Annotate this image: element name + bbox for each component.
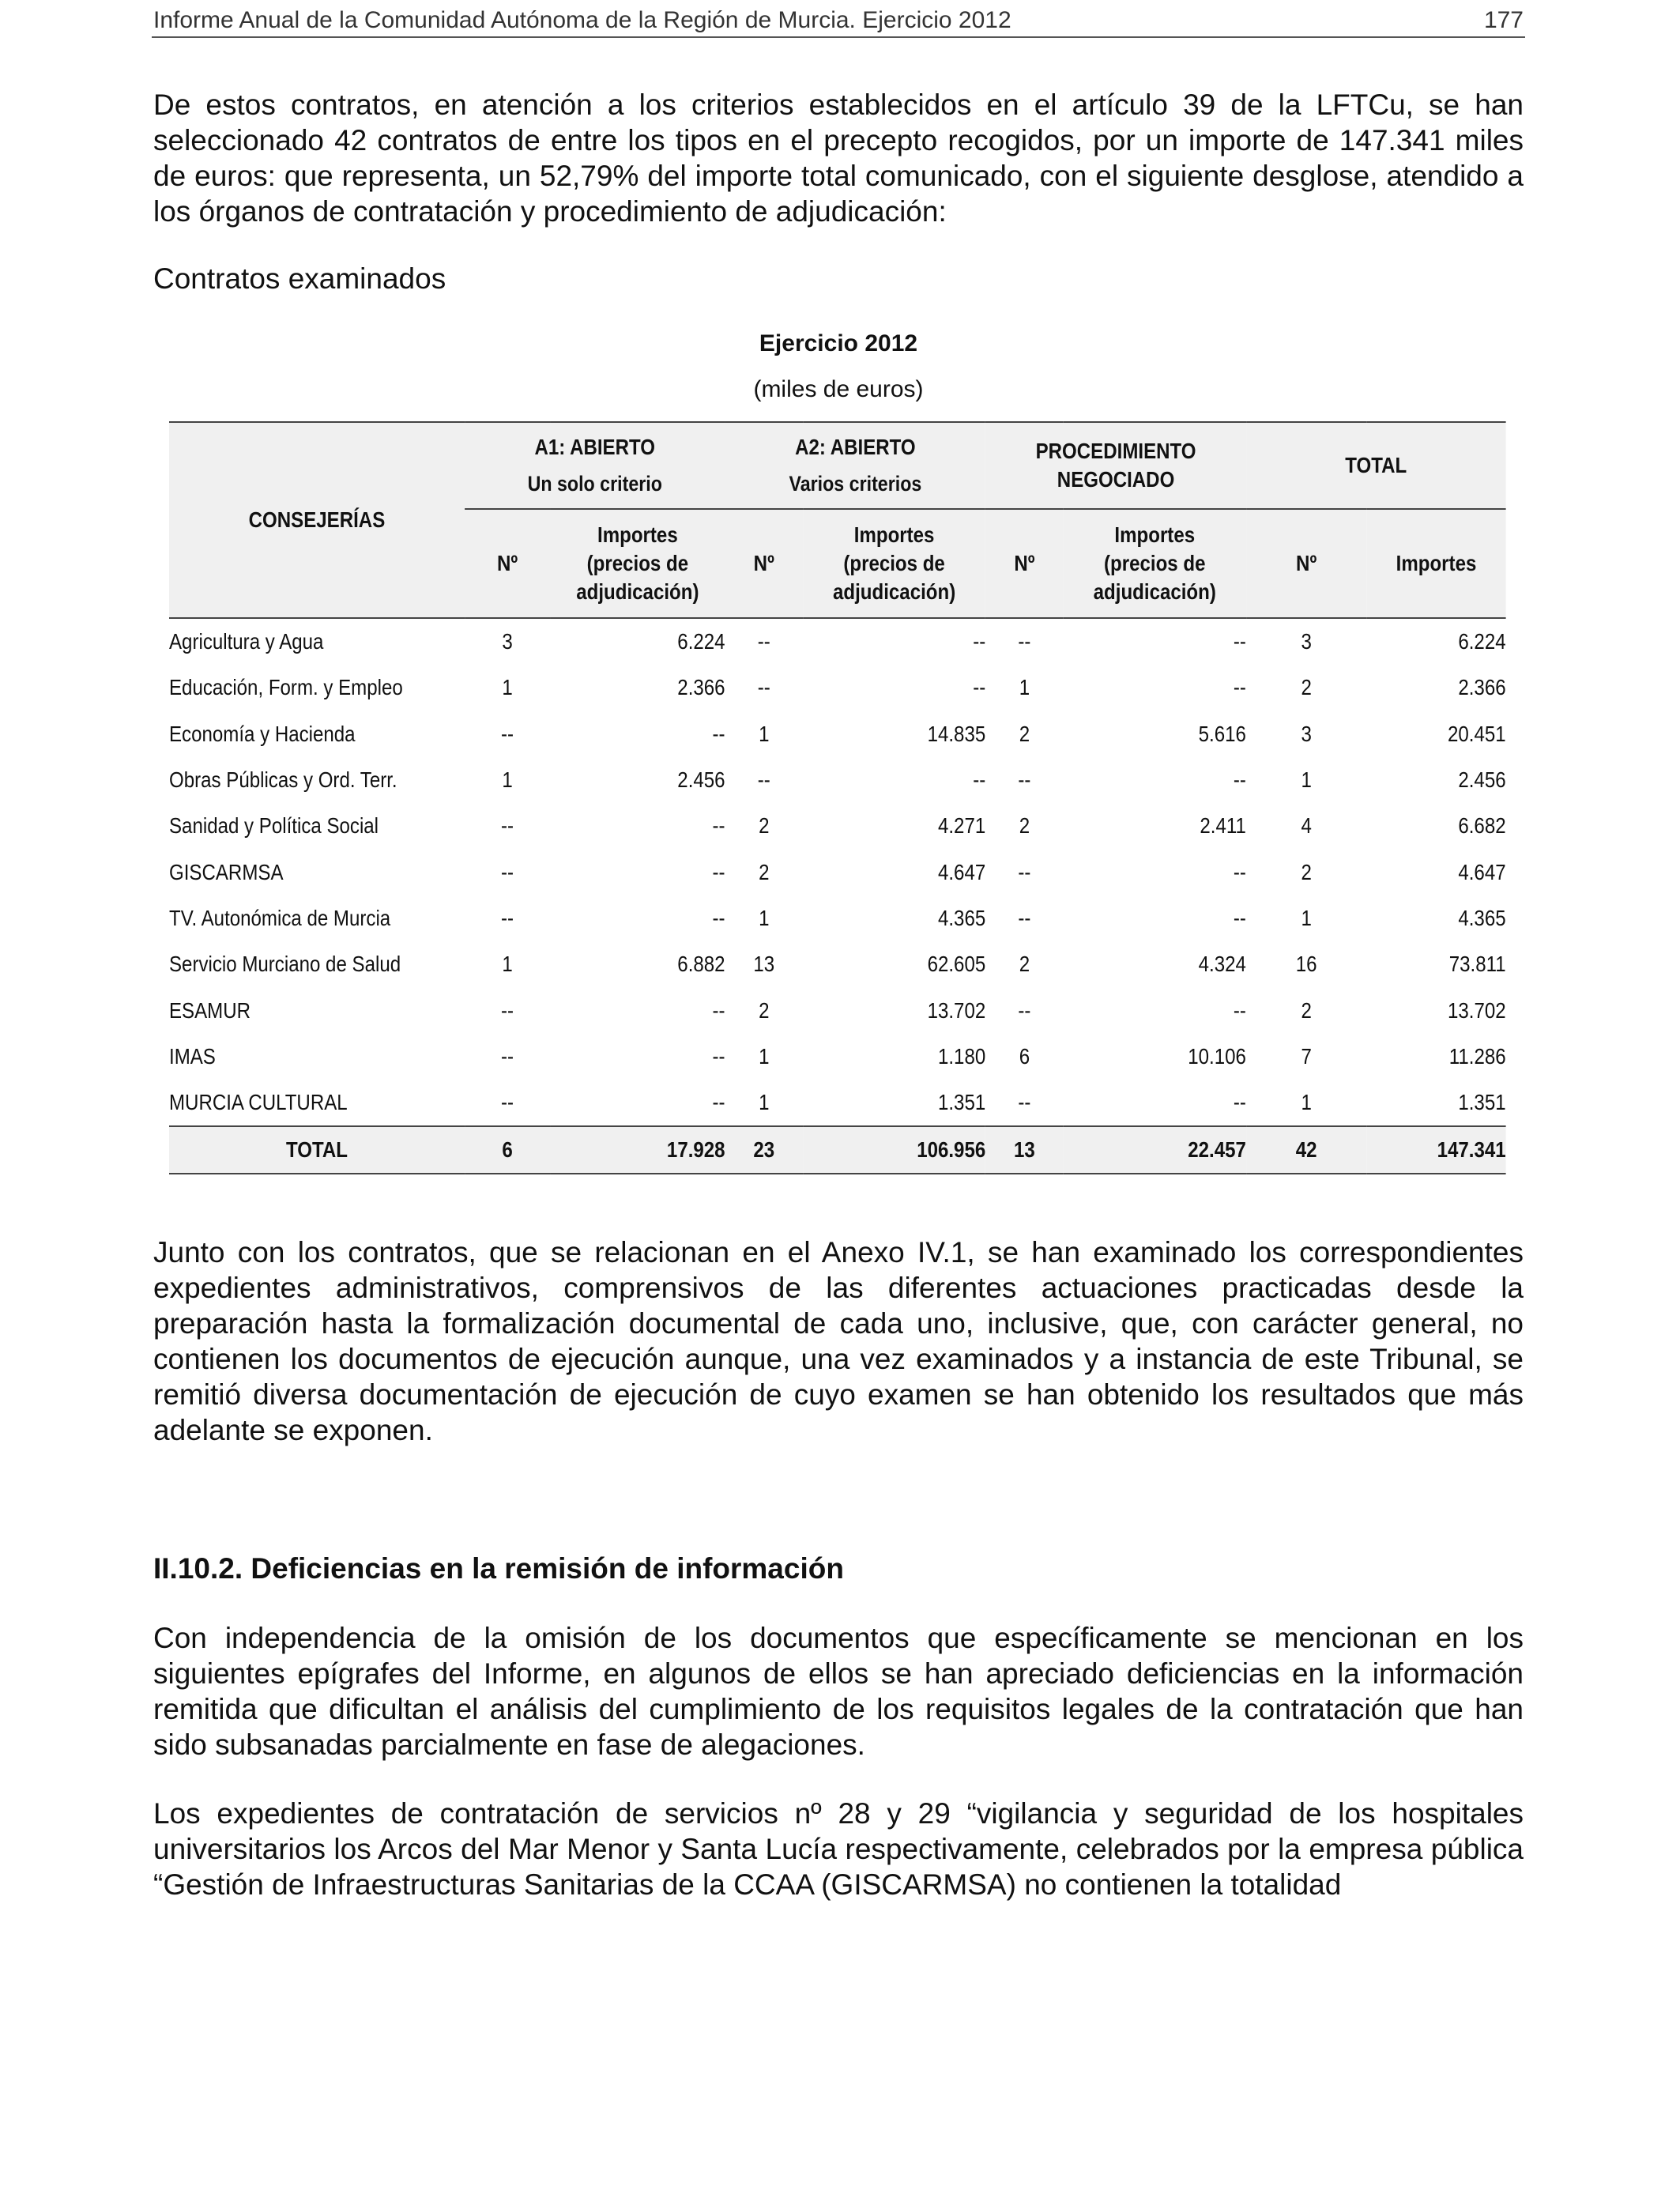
subcol-imp-l1: Importes <box>853 522 935 547</box>
subcol-pn-importes <box>1064 509 1246 618</box>
table-total-row <box>169 1126 1506 1174</box>
cell-a1-no: -- <box>501 859 514 884</box>
row-name: MURCIA CULTURAL <box>169 1090 348 1115</box>
cell-pn-importe: -- <box>1233 767 1246 793</box>
cell-a1-no: 1 <box>502 952 513 977</box>
cell-a2-importe: 1.351 <box>937 1090 986 1115</box>
cell-pn-no: 2 <box>1019 813 1030 839</box>
cell-a2-no: 1 <box>759 1043 770 1069</box>
cell-total-importe: 2.456 <box>1458 767 1506 793</box>
col-group-negociado <box>985 422 1246 509</box>
cell-a2-importe: -- <box>973 629 986 654</box>
cell-a1-no: -- <box>501 1090 514 1115</box>
cell-a1-importe: -- <box>712 997 725 1023</box>
cell-a2-no: 1 <box>759 905 770 930</box>
col-group-a1 <box>465 422 725 509</box>
table-subcaption: (miles de euros) <box>753 376 924 402</box>
row-name: GISCARMSA <box>169 859 284 884</box>
cell-a1-importe: -- <box>712 1043 725 1069</box>
cell-a2-no: 1 <box>759 1090 770 1115</box>
cell-total-no: 3 <box>1301 721 1312 746</box>
total-pn-importe: 22.457 <box>1064 1126 1246 1174</box>
total-a2-importe: 106.956 <box>803 1126 985 1174</box>
subcol-a1-no: Nº <box>465 509 550 618</box>
row-name: ESAMUR <box>169 997 251 1023</box>
intro-paragraph: De estos contratos, en atención a los criterios establecidos en el artículo 39 de la LFTCu, se han seleccionado 42 contratos de entre los tipos en el precepto recogidos, por un importe de 147.341 miles de euros: que representa, un 52,79% del importe total comunicado, con el siguiente desglose, atendido a los órganos de contratación y procedimiento de adjudicación: <box>153 89 1524 228</box>
cell-a2-no: 1 <box>759 721 770 746</box>
cell-a2-no: -- <box>757 629 770 654</box>
subcol-imp-l3: adjudicación) <box>576 579 699 604</box>
row-name: Educación, Form. y Empleo <box>169 675 403 700</box>
cell-a1-no: -- <box>501 721 514 746</box>
cell-a2-no: 13 <box>753 952 775 977</box>
cell-total-no: 2 <box>1301 997 1312 1023</box>
page-header <box>152 5 1525 38</box>
cell-total-no: 4 <box>1301 813 1312 839</box>
cell-a1-no: -- <box>501 1043 514 1069</box>
cell-a2-importe: 13.702 <box>927 997 986 1023</box>
cell-a1-importe: -- <box>712 721 725 746</box>
cell-a2-no: -- <box>757 767 770 793</box>
cell-total-importe: 20.451 <box>1447 721 1506 746</box>
header-title: Informe Anual de la Comunidad Autónoma de la Región de Murcia. Ejercicio 2012 <box>153 7 1011 33</box>
paragraph-annex: Junto con los contratos, que se relacionan en el Anexo IV.1, se han examinado los correspondientes expedientes administrativos, comprensivos de las diferentes actuaciones practicadas desde la preparación hasta la formalización documental de cada uno, inclusive, que, con carácter general, no contienen los documentos de ejecución aunque, una vez examinados y a instancia de este Tribunal, se remitió diversa documentación de ejecución de cuyo examen se han obtenido los resultados que más adelante se exponen. <box>153 1236 1524 1446</box>
total-a1-importe: 17.928 <box>550 1126 725 1174</box>
total-label: TOTAL <box>169 1126 465 1174</box>
table-row <box>169 711 1506 757</box>
cell-total-no: 1 <box>1301 905 1312 930</box>
cell-pn-importe: -- <box>1233 1090 1246 1115</box>
total-total-importe: 147.341 <box>1366 1126 1505 1174</box>
row-name: Agricultura y Agua <box>169 629 324 654</box>
total-total-no: 42 <box>1246 1126 1367 1174</box>
cell-pn-no: -- <box>1018 997 1031 1023</box>
cell-pn-importe: -- <box>1233 905 1246 930</box>
table-row <box>169 665 1506 711</box>
subcol-imp-l1: Importes <box>597 522 678 547</box>
cell-a1-no: 1 <box>502 767 513 793</box>
cell-total-importe: 6.682 <box>1458 813 1506 839</box>
cell-total-importe: 11.286 <box>1448 1043 1506 1069</box>
cell-pn-importe: -- <box>1233 859 1246 884</box>
cell-a2-importe: -- <box>973 675 986 700</box>
col-group-a2-line1: A2: ABIERTO <box>795 435 916 459</box>
table-row <box>169 757 1506 803</box>
cell-pn-no: 2 <box>1019 721 1030 746</box>
cell-total-importe: 4.647 <box>1458 859 1506 884</box>
cell-a1-importe: 6.882 <box>677 952 725 977</box>
subcol-imp-l1: Importes <box>1114 522 1196 547</box>
cell-a1-importe: 2.366 <box>677 675 725 700</box>
subcol-total-importes: Importes <box>1366 509 1505 618</box>
row-name: Servicio Murciano de Salud <box>169 952 401 977</box>
cell-pn-no: 2 <box>1019 952 1030 977</box>
cell-a2-importe: 1.180 <box>937 1043 986 1069</box>
cell-a1-importe: 2.456 <box>677 767 725 793</box>
cell-total-no: 1 <box>1301 767 1312 793</box>
row-name: Economía y Hacienda <box>169 721 356 746</box>
cell-total-importe: 13.702 <box>1447 997 1506 1023</box>
cell-a1-no: -- <box>501 905 514 930</box>
section-heading: II.10.2. Deficiencias en la remisión de información <box>153 1552 844 1585</box>
cell-a2-no: 2 <box>759 859 770 884</box>
cell-total-no: 16 <box>1295 952 1317 977</box>
subcol-total-no: Nº <box>1246 509 1367 618</box>
cell-a1-importe: -- <box>712 1090 725 1115</box>
cell-a2-no: 2 <box>759 997 770 1023</box>
cell-a1-importe: -- <box>712 813 725 839</box>
subcol-imp-l2: (precios de <box>843 551 945 575</box>
cell-pn-no: -- <box>1018 859 1031 884</box>
cell-pn-no: -- <box>1018 1090 1031 1115</box>
cell-pn-importe: -- <box>1233 997 1246 1023</box>
cell-a1-no: 1 <box>502 675 513 700</box>
col-group-a2-line2: Varios criterios <box>789 472 922 496</box>
row-name: TV. Autonómica de Murcia <box>169 905 391 930</box>
cell-total-no: 3 <box>1301 629 1312 654</box>
total-pn-no: 13 <box>985 1126 1063 1174</box>
paragraph-expedientes: Los expedientes de contratación de servicios nº 28 y 29 “vigilancia y seguridad de los hospitales universitarios los Arcos del Mar Menor y Santa Lucía respectivamente, celebrados por la empresa pública “Gestión de Infraestructuras Sanitarias de la CCAA (GISCARMSA) no contienen la totalidad <box>153 1797 1524 1901</box>
col-group-total: TOTAL <box>1246 422 1506 509</box>
subcol-a2-importes <box>803 509 985 618</box>
cell-pn-no: -- <box>1018 905 1031 930</box>
table-caption: Ejercicio 2012 <box>759 330 918 356</box>
page-number: 177 <box>1483 7 1524 33</box>
cell-pn-no: -- <box>1018 629 1031 654</box>
cell-a2-importe: 4.365 <box>937 905 986 930</box>
cell-total-no: 7 <box>1301 1043 1312 1069</box>
cell-pn-importe: -- <box>1233 629 1246 654</box>
cell-pn-importe: 4.324 <box>1198 952 1246 977</box>
table-row <box>169 849 1506 895</box>
subcol-imp-l3: adjudicación) <box>1093 579 1216 604</box>
subcol-a1-importes <box>550 509 725 618</box>
row-name: Obras Públicas y Ord. Terr. <box>169 767 397 793</box>
paragraph-deficiencies: Con independencia de la omisión de los documentos que específicamente se mencionan en los siguientes epígrafes del Informe, en algunos de ellos se han apreciado deficiencias en la información remitida que dificultan el análisis del cumplimiento de los requisitos legales de la contratación que han sido subsanadas parcialmente en fase de alegaciones. <box>153 1622 1524 1761</box>
cell-pn-importe: 2.411 <box>1200 813 1246 839</box>
cell-a2-importe: 4.647 <box>937 859 986 884</box>
table-row <box>169 618 1506 665</box>
cell-pn-no: 1 <box>1019 675 1030 700</box>
cell-pn-importe: -- <box>1233 675 1246 700</box>
cell-a1-importe: -- <box>712 859 725 884</box>
cell-total-importe: 1.351 <box>1458 1090 1506 1115</box>
subcol-imp-l2: (precios de <box>586 551 689 575</box>
cell-a2-importe: 4.271 <box>937 813 986 839</box>
col-group-pn-line1: PROCEDIMIENTO <box>1035 439 1196 463</box>
cell-total-importe: 4.365 <box>1458 905 1506 930</box>
cell-a1-importe: -- <box>712 905 725 930</box>
subcol-pn-no: Nº <box>985 509 1063 618</box>
table-row <box>169 987 1506 1033</box>
subcol-imp-l2: (precios de <box>1104 551 1206 575</box>
col-group-a2 <box>725 422 986 509</box>
contracts-table <box>169 421 1506 1174</box>
cell-total-no: 2 <box>1301 675 1312 700</box>
cell-total-importe: 73.811 <box>1448 952 1506 977</box>
cell-pn-no: 6 <box>1019 1043 1030 1069</box>
row-name: Sanidad y Política Social <box>169 813 379 839</box>
subcol-imp-l3: adjudicación) <box>833 579 956 604</box>
table-row <box>169 803 1506 849</box>
total-a1-no: 6 <box>465 1126 550 1174</box>
subcol-a2-no: Nº <box>725 509 803 618</box>
cell-pn-no: -- <box>1018 767 1031 793</box>
cell-a1-no: -- <box>501 997 514 1023</box>
table-row <box>169 941 1506 987</box>
col-group-a1-line1: A1: ABIERTO <box>534 435 656 459</box>
cell-a2-importe: 62.605 <box>927 952 986 977</box>
cell-a2-no: 2 <box>759 813 770 839</box>
cell-a2-no: -- <box>757 675 770 700</box>
col-header-consejerias: CONSEJERÍAS <box>169 422 465 618</box>
col-group-pn-line2: NEGOCIADO <box>1057 467 1175 492</box>
table-row <box>169 1080 1506 1126</box>
cell-a1-no: 3 <box>502 629 513 654</box>
table-row <box>169 895 1506 941</box>
row-name: IMAS <box>169 1043 216 1069</box>
cell-a2-importe: 14.835 <box>927 721 986 746</box>
col-group-a1-line2: Un solo criterio <box>527 472 662 496</box>
total-a2-no: 23 <box>725 1126 803 1174</box>
contracts-label: Contratos examinados <box>153 262 446 295</box>
cell-a1-importe: 6.224 <box>677 629 725 654</box>
cell-total-no: 1 <box>1301 1090 1312 1115</box>
table-row <box>169 1034 1506 1080</box>
cell-total-importe: 6.224 <box>1458 629 1506 654</box>
cell-a2-importe: -- <box>973 767 986 793</box>
cell-a1-no: -- <box>501 813 514 839</box>
cell-total-no: 2 <box>1301 859 1312 884</box>
cell-pn-importe: 5.616 <box>1198 721 1246 746</box>
cell-total-importe: 2.366 <box>1458 675 1506 700</box>
cell-pn-importe: 10.106 <box>1188 1043 1246 1069</box>
